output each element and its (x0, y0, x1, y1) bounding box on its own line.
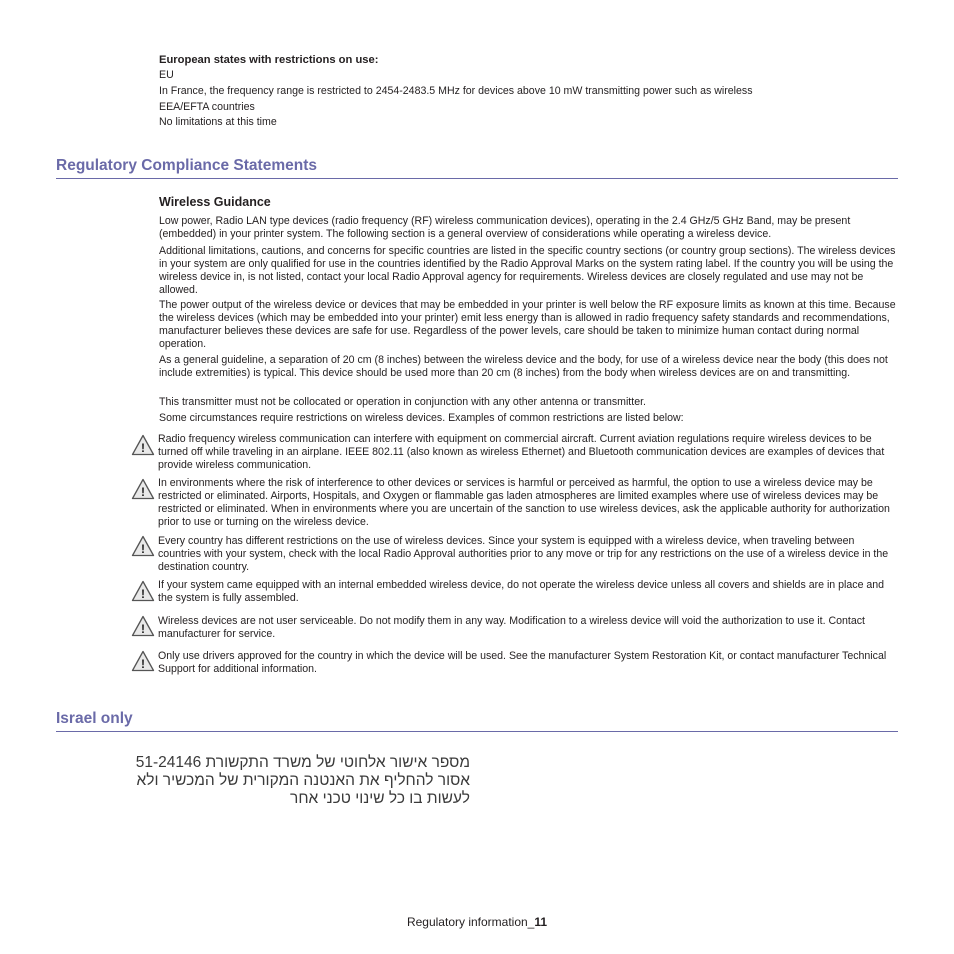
guidance-paragraph: Additional limitations, cautions, and concerns for specific countries are listed in the specific country sections (or country group sections). The wireless devices in your system are only qualified for use in the countries identified by the Radio Approval Marks on the system rating label. If the country you will be using the wireless device in, is not listed, contact your local Radio Approval agency for requirements. Wireless devices are closely regulated and use may not be allowed. (159, 245, 896, 296)
warning-triangle-icon (131, 434, 155, 456)
eu-line: In France, the frequency range is restricted to 2454-2483.5 MHz for devices above 10 mW transmitting power such as wireless (159, 85, 753, 97)
eu-line: No limitations at this time (159, 116, 277, 128)
section-divider (56, 731, 898, 732)
page-number: 11 (534, 915, 548, 929)
warning-triangle-icon (131, 478, 155, 500)
warning-text: Every country has different restrictions on the use of wireless devices. Since your system is equipped with a wireless device, when traveling between countries with your system, check with the local Radio Approval authorities prior to any move or trip for any restrictions on the use of a wireless device in the destination country. (158, 535, 889, 573)
guidance-paragraph: Low power, Radio LAN type devices (radio frequency (RF) wireless communication devices), operating in the 2.4 GHz/5 GHz Band, may be present (embedded) in your printer system. The following section is a general overview of considerations while operating a wireless device. (159, 215, 851, 240)
svg-text:!: ! (141, 622, 145, 636)
hebrew-line: לעשות בו כל שינוי טכני אחר (290, 790, 470, 807)
svg-text:!: ! (141, 587, 145, 601)
svg-text:!: ! (141, 542, 145, 556)
israel-approval-text (135, 754, 470, 808)
warning-triangle-icon (131, 580, 155, 602)
hebrew-line: אסור להחליף את האנטנה המקורית של המכשיר ולא (136, 772, 470, 789)
warning-text: In environments where the risk of interference to other devices or services is harmful or perceived as harmful, the option to use a wireless device may be restricted or eliminated. Airports, Hospitals, and Oxygen or flammable gas laden atmospheres are limited examples where use of wireless devices may be restricted or eliminated. When in environments where you are uncertain of the sanction to use wireless devices, ask the applicable authority for authorization prior to use or turning on the wireless device. (158, 477, 890, 528)
guidance-paragraph: The power output of the wireless device or devices that may be embedded in your printer is well below the RF exposure limits as known at this time. Because the wireless devices (which may be embedded into your printer) emit less energy than is allowed in radio frequency safety standards and recommendations, manufacturer believes these devices are safe for use. Regardless of the power levels, care should be taken to minimize human contact during normal operation. (159, 299, 896, 350)
eu-restrictions-heading: European states with restrictions on use: (159, 54, 379, 66)
section-title-regulatory: Regulatory Compliance Statements (56, 157, 317, 174)
svg-text:!: ! (141, 485, 145, 499)
svg-text:!: ! (141, 441, 145, 455)
hebrew-line: מספר אישור אלחוטי של משרד התקשורת 51-24146 (135, 754, 470, 771)
svg-text:!: ! (141, 657, 145, 671)
warning-triangle-icon (131, 535, 155, 557)
warning-triangle-icon (131, 650, 155, 672)
eu-line: EU (159, 69, 174, 81)
warning-text: If your system came equipped with an internal embedded wireless device, do not operate the wireless device unless all covers and shields are in place and the system is fully assembled. (158, 579, 885, 604)
section-title-israel: Israel only (56, 710, 133, 727)
wireless-guidance-heading: Wireless Guidance (159, 195, 271, 209)
guidance-paragraph: This transmitter must not be collocated or operation in conjunction with any other antenna or transmitter. (159, 396, 646, 408)
page-footer (0, 915, 954, 929)
eu-line: EEA/EFTA countries (159, 101, 255, 113)
warning-text: Wireless devices are not user serviceable. Do not modify them in any way. Modification to a wireless device will void the authorization to use it. Contact manufacturer for service. (158, 615, 865, 640)
guidance-paragraph: As a general guideline, a separation of 20 cm (8 inches) between the wireless device and the body, for use of a wireless device near the body (this does not include extremities) is typical. This device should be used more than 20 cm (8 inches) from the body when wireless devices are on and transmitting. (159, 354, 888, 379)
footer-label: Regulatory information_ (406, 915, 535, 929)
warning-triangle-icon (131, 615, 155, 637)
guidance-paragraph: Some circumstances require restrictions on wireless devices. Examples of common restrictions are listed below: (159, 412, 684, 424)
warning-text: Radio frequency wireless communication can interfere with equipment on commercial aircraft. Current aviation regulations require wireless devices to be turned off while traveling in an airplane. IEEE 802.11 (also known as wireless Ethernet) and Bluetooth communication devices are examples of devices that provide wireless communication. (158, 433, 885, 471)
warning-text: Only use drivers approved for the country in which the device will be used. See the manufacturer System Restoration Kit, or contact manufacturer Technical Support for additional information. (158, 650, 887, 675)
section-divider (56, 178, 898, 179)
